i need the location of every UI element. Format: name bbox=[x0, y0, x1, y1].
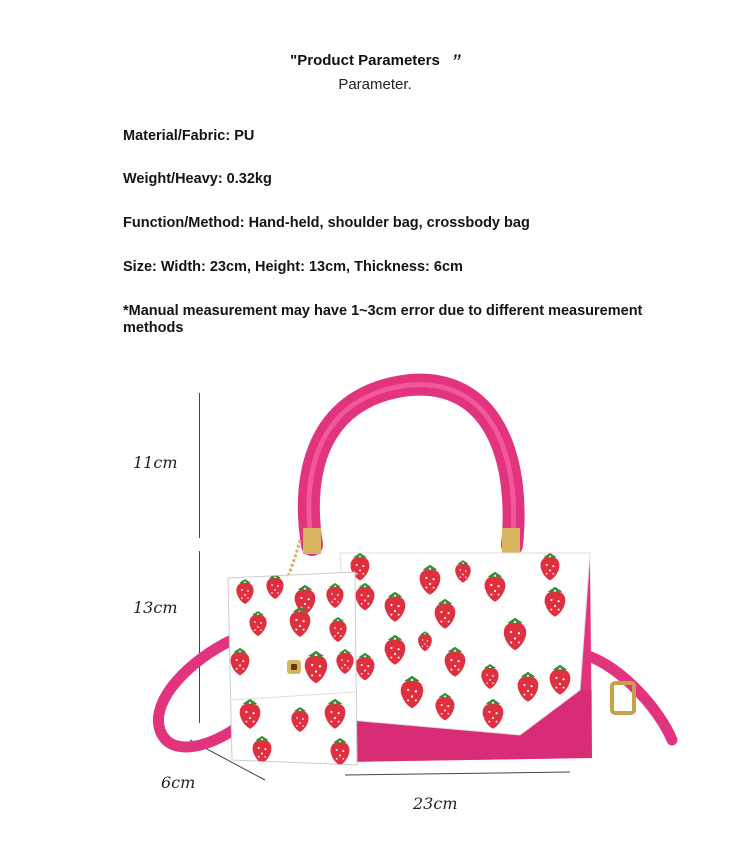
param-weight: Weight/Heavy: 0.32kg bbox=[123, 171, 272, 187]
thickness-label: 6cm bbox=[161, 773, 196, 792]
title-close-quote: ” bbox=[451, 50, 460, 77]
title-text: "Product Parameters bbox=[290, 52, 440, 69]
param-function: Function/Method: Hand-held, shoulder bag, crossbody bag bbox=[123, 215, 530, 231]
handle-height-label: 11cm bbox=[133, 453, 178, 472]
body-height-label: 13cm bbox=[133, 598, 178, 617]
page-subtitle: Parameter. bbox=[338, 76, 412, 93]
param-material: Material/Fabric: PU bbox=[123, 128, 255, 144]
param-note: *Manual measurement may have 1~3cm error due to different measurement methods bbox=[123, 303, 643, 336]
param-size: Size: Width: 23cm, Height: 13cm, Thickness: 6cm bbox=[123, 259, 463, 275]
width-label: 23cm bbox=[413, 794, 458, 813]
width-line bbox=[345, 772, 570, 775]
